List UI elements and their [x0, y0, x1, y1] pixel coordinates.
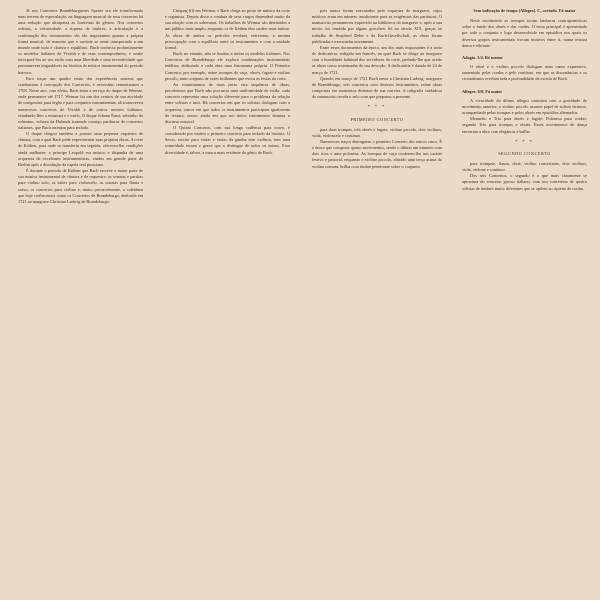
paragraph: O duque chegou também a possuir uma pequena orquestra de câmara, com a qual Bach pôde experimentar suas próprias obras. A corte de Köthen, para onde se transferiu em seguida, ofereceu-lhe condições ainda melhores: o príncipe Leopold era músico e dispunha de uma orquestra de excelentes instrumentistas, vindos em grande parte de Berlim após a dissolução da capela real prussiana. — [18, 131, 143, 167]
paragraph: Ao examinarmos de mais perto esta sequência de obras, percebemos que Bach não procurou uma uniformidade de estilo; cada concerto representa uma solução diferente para o problema da relação entre solistas e tutti. Há concertos em que os solistas dialogam com a orquestra, outros em que todos os instrumentos participam igualmente da textura, outros ainda em que um único instrumento domina o discurso musical. — [165, 81, 290, 124]
paragraph: para trompete, flauta, oboé, violino concertante, dois violinos, viola, violone e contínuo. — [462, 160, 587, 173]
paragraph: Entre esses documentos da época, um dos mais importantes é a carta de dedicatória, redigida em francês, na qual Bach se dirige ao margrave com a humildade habitual dos servidores da corte, pedindo-lhe que aceite as obras como testemunho de sua devoção. A dedicatória é datada de 24 de março de 1721. — [312, 44, 442, 75]
paragraph: Já nos Concertos Brandeburgueses Spener era ele transformado num terreno de especulação; na linguagem musical de seus concertos há uma sedução que ultrapassa as fronteiras do gênero. Nos concertos solistas, a virtuosidade, a riqueza de timbres, a articulação e a combinação dos instrumentos são tão importantes quanto a própria forma musical, de maneira que o ouvinte se sente transportado a um mundo onde tudo é clareza e equilíbrio. Bach conhecia profundamente os modelos italianos de Vivaldi e de seus contemporâneos, e soube incorporá-los ao seu estilo com uma liberdade e uma inventividade que permanecem inigualáveis na história da música instrumental do período barroco. — [18, 8, 143, 75]
section-heading: SEGUNDO CONCERTO — [498, 150, 551, 156]
text-column-3 — [312, 8, 442, 593]
section-divider: * * * — [367, 104, 387, 110]
paragraph: Bach, no entanto, não se limitou a imitar os modelos italianos. Nos Concertos de Brandeburgo ele explora combinações instrumentais inéditas, atribuindo a cada obra uma fisionomia própria. O Primeiro Concerto, por exemplo, reúne trompas de caça, oboés, fagote e violino piccolo, num conjunto de cores brilhantes que evoca as festas da corte. — [165, 51, 290, 81]
paragraph: Dos seis Concertos, o segundo é o que mais claramente se aproxima do concerto grosso italiano, com um concertino de quatro solistas de timbres muito diferentes que se opõem ao ripieno de cordas. — [462, 173, 587, 191]
section-heading: PRIMEIRO CONCERTO — [350, 116, 404, 122]
text-column-2 — [165, 8, 290, 593]
paragraph: Quando em março de 1721 Bach envia a Christian Ludwig, margrave de Brandeburgo, seis concertos com diversos instrumentos, reúne obras compostas em momentos distintos de sua carreira. A caligrafia cuidadosa do manuscrito revela o zelo com que preparou o presente. — [312, 75, 442, 100]
text-column-4 — [462, 8, 587, 593]
paragraph: Menuetto e Trio para oboés e fagote; Polonesa para cordas; segundo Trio para trompas e oboés. Esses movimentos de dança encerram a obra com elegância e brilho. — [462, 116, 587, 134]
section-divider: * * * — [515, 138, 534, 144]
paragraph: Neste movimento as trompas tocam fanfarras contrapontísticas sobre o fundo dos oboés e das cordas. O tema principal é apresentado por todo o conjunto e logo desenvolvido em episódios nos quais os diversos grupos instrumentais trocam motivos entre si, numa textura densa e vibrante. — [462, 18, 587, 48]
text-column-1 — [18, 8, 143, 593]
paragraph: para duas trompas, três oboés e fagote, violino piccolo, dois violinos, viola, violoncelo e contínuo. — [312, 126, 442, 138]
paragraph: Cinqueg (fl) em Weimar, e Bach chega ao posto de músico da corte e organista. Depois disso a conduta de seus cargos dependerá muito da sua relação com os soberanos. Os trabalhos de Weimar são destinados a um público mais amplo, enquanto os de Köthen têm caráter mais íntimo. As obras de ambos os períodos revelam, entretanto, a mesma preocupação com o equilíbrio entre os instrumentos e com a unidade formal. — [165, 8, 290, 50]
paragraph: Para traçar um quadro exato das experiências sonoras que conduziram à concepção dos Concertos, é necessário remontarmos a 1708. Nesse ano, com efeito, Bach entra a serviço do duque de Weimar, onde permanece até 1717. Weimar foi um dos centros de sua atividade de compositor para órgão e para conjuntos instrumentais; ali transcreveu numerosos concertos de Vivaldi e de outros mestres italianos, estudando-lhes a estrutura e o estilo. O duque Johann Ernst, sobrinho do soberano, voltava da Holanda trazendo consigo partituras de concertos italianos, que Bach arranjou para teclado. — [18, 75, 143, 130]
tempo-heading: Sem indicação de tempo (Allegro). C, cortado. Fá maior — [473, 8, 576, 13]
paragraph: É durante o período de Köthen que Bach escreve a maior parte de sua música instrumental de câmara e de orquestra: as sonatas e partitas para violino solo, as suítes para violoncelo, as sonatas para flauta e cravo, os concertos para violino e, muito provavelmente, a coletânea que hoje conhecemos como os Concertos de Brandeburgo, dedicada em 1721 ao margrave Christian Ludwig de Brandeburgo. — [18, 168, 143, 204]
tempo-heading: Allegro. 6/8. Fá maior — [462, 88, 503, 94]
paragraph: pois nunca foram executados pela orquestra do margrave, cujos músicos eram em número insuficiente para as exigências das partituras. O manuscrito permaneceu esquecido na biblioteca do margrave e, após a sua morte, foi vendido por alguns groschen. Só no século XIX, graças ao trabalho de Siegfried Dehn e da Bach-Gesellschaft, as obras foram publicadas e executadas novamente. — [312, 8, 442, 44]
tempo-heading: Adagio. 3/4. Ré menor — [462, 54, 503, 60]
paragraph: Numerosos traços distinguem o primeiro Concerto dos outros cinco. É o único que comporta quatro movimentos, sendo o último um minueto com dois trios e uma polonesa. As trompas de caça conferem-lhe um caráter festivo e pastoral, enquanto o violino piccolo, afinado uma terça acima do violino comum, brilha com timbre penetrante sobre o conjunto. — [312, 138, 442, 169]
paragraph: O oboé e o violino piccolo dialogam num canto expressivo, sustentado pelas cordas e pelo contínuo, em que as dissonâncias e os cromatismos revelam toda a profundidade da escrita de Bach. — [462, 64, 587, 82]
paragraph: O Quinto Concerto, com sua longa cadência para cravo, é considerado por muitos o primeiro concerto para teclado da história. O Sexto, escrito para violas e violas da gamba sem violinos, tem uma sonoridade escura e grave que o distingue de todos os outros. Essa diversidade é, talvez, a marca mais evidente do gênio de Bach. — [165, 124, 290, 155]
paragraph: A vivacidade do último allegro contrasta com a gravidade do movimento anterior; o violino piccolo assume papel de solista virtuose, acompanhado pelas trompas e pelos oboés em episódios alternados. — [462, 97, 587, 116]
